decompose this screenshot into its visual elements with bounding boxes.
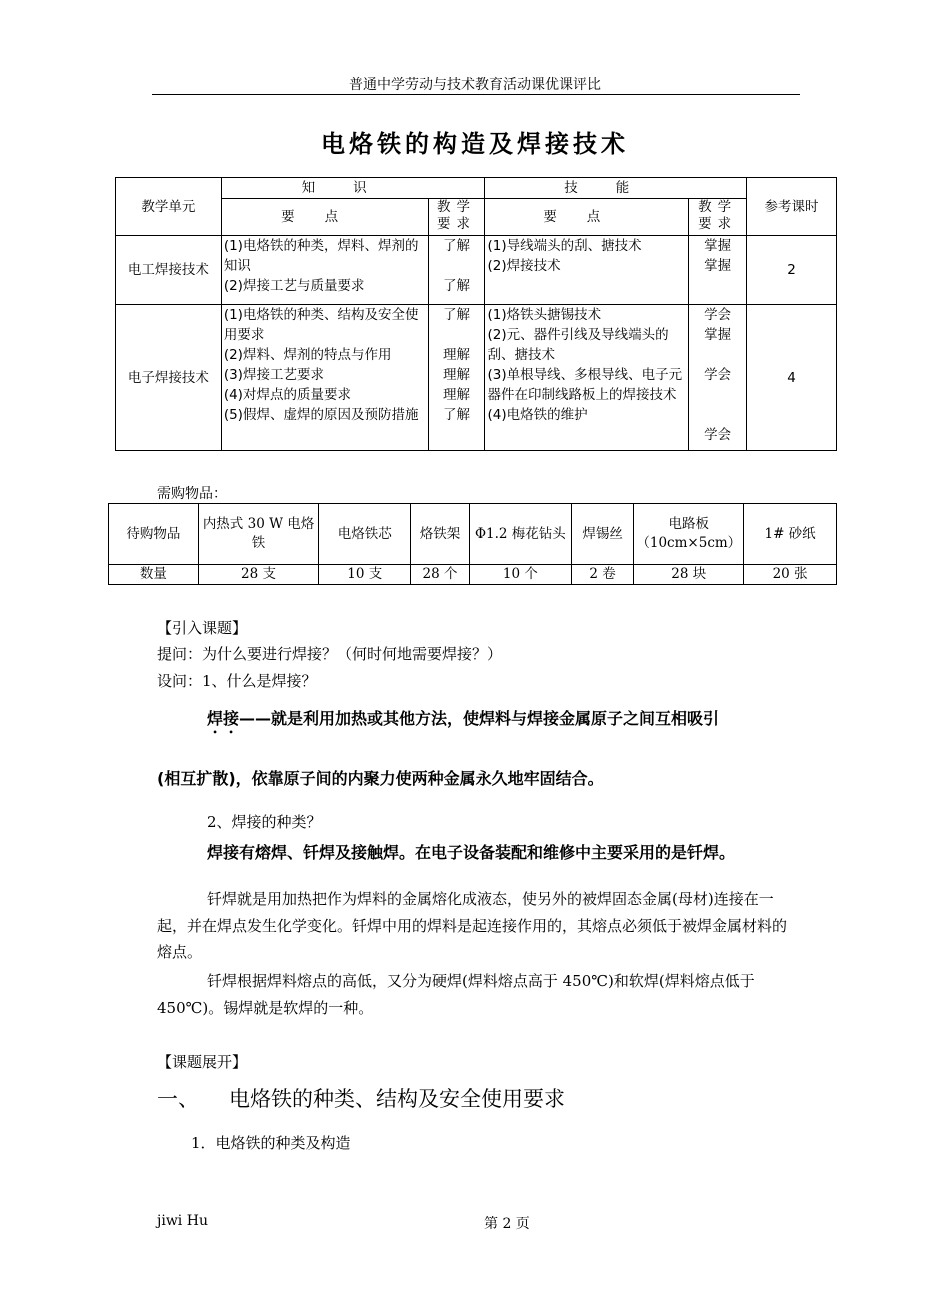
definition-line-1: 焊接——就是利用加热或其他方法，使焊料与焊接金属原子之间互相吸引 bbox=[207, 709, 720, 728]
qty-row bbox=[109, 565, 837, 585]
document-title: 电烙铁的构造及焊接技术 bbox=[321, 129, 629, 158]
soldering-paragraph: 钎焊根据焊料熔点的高低，又分为硬焊(焊料熔点高于 450℃)和软焊(焊料熔点低于 450℃)。锡焊就是软焊的一种。 bbox=[157, 972, 755, 1017]
curriculum-table bbox=[115, 177, 837, 451]
knowledge-req-header: 教学 要求 bbox=[428, 199, 485, 236]
unit-header: 教学单元 bbox=[116, 178, 222, 236]
item-qty: 28 块 bbox=[634, 565, 744, 585]
items-header: 待购物品 bbox=[109, 504, 199, 565]
hours-cell: 4 bbox=[747, 305, 837, 451]
table-row bbox=[116, 305, 837, 451]
table-row bbox=[116, 236, 837, 305]
item-name: 内热式 30 W 电烙铁 bbox=[198, 504, 319, 565]
subsection-title: 1．电烙铁的种类及构造 bbox=[191, 1134, 351, 1152]
purchase-label: 需购物品： bbox=[157, 486, 227, 502]
item-name: 电烙铁芯 bbox=[319, 504, 411, 565]
item-name: 1# 砂纸 bbox=[744, 504, 837, 565]
unit-cell: 电子焊接技术 bbox=[116, 305, 222, 451]
skill-points-header: 要点 bbox=[485, 199, 689, 236]
purchase-table bbox=[108, 503, 837, 585]
item-name: 烙铁架 bbox=[411, 504, 470, 565]
knowledge-req-cell: 了解 了解 bbox=[428, 236, 485, 305]
skill-req-header: 教学 要求 bbox=[689, 199, 747, 236]
item-qty: 2 卷 bbox=[571, 565, 634, 585]
intro-heading: 【引入课题】 bbox=[157, 619, 248, 637]
hours-header: 参考课时 bbox=[747, 178, 837, 236]
item-name: 电路板（10cm×5cm） bbox=[634, 504, 744, 565]
intro-q2: 2、焊接的种类？ bbox=[207, 813, 322, 831]
knowledge-points-header: 要点 bbox=[221, 199, 428, 236]
intro-q1: 设问：1、什么是焊接？ bbox=[157, 672, 317, 690]
develop-heading: 【课题展开】 bbox=[157, 1053, 248, 1071]
qty-header: 数量 bbox=[109, 565, 199, 585]
section-number: 一、 bbox=[157, 1087, 199, 1111]
skill-header: 技能 bbox=[485, 178, 747, 199]
item-qty: 10 个 bbox=[469, 565, 571, 585]
skill-cell: (1)导线端头的刮、搪技术 (2)焊接技术 bbox=[485, 236, 689, 305]
item-qty: 10 支 bbox=[319, 565, 411, 585]
item-name: Φ1.2 梅花钻头 bbox=[469, 504, 571, 565]
brazing-paragraph: 钎焊就是用加热把作为焊料的金属熔化成液态，使另外的被焊固态金属(母材)连接在一起，并在焊点发生化学变化。钎焊中用的焊料是起连接作用的，其熔点必须低于被焊金属材料的熔点。 bbox=[157, 890, 788, 961]
item-qty: 28 支 bbox=[198, 565, 319, 585]
knowledge-cell: (1)电烙铁的种类，焊料、焊剂的知识 (2)焊接工艺与质量要求 bbox=[221, 236, 428, 305]
intro-question: 提问：为什么要进行焊接？（何时何地需要焊接？） bbox=[157, 645, 503, 663]
knowledge-cell: (1)电烙铁的种类、结构及安全使用要求 (2)焊料、焊剂的特点与作用 (3)焊接工艺要求 (4)对焊点的质量要求 (5)假焊、虚焊的原因及预防措施 bbox=[221, 305, 428, 451]
skill-req-cell: 掌握 掌握 bbox=[689, 236, 747, 305]
welding-types: 焊接有熔焊、钎焊及接触焊。在电子设备装配和维修中主要采用的是钎焊。 bbox=[207, 843, 736, 862]
hours-cell: 2 bbox=[747, 236, 837, 305]
header-rule bbox=[152, 94, 800, 95]
section-title: 电烙铁的种类、结构及安全使用要求 bbox=[229, 1087, 565, 1111]
item-qty: 28 个 bbox=[411, 565, 470, 585]
footer-author: jiwi Hu bbox=[157, 1213, 208, 1229]
item-qty: 20 张 bbox=[744, 565, 837, 585]
knowledge-header: 知识 bbox=[221, 178, 485, 199]
skill-req-cell: 学会 掌握 学会 学会 bbox=[689, 305, 747, 451]
definition-term: 焊接 bbox=[207, 709, 240, 728]
page-header: 普通中学劳动与技术教育活动课优课评比 bbox=[349, 77, 601, 93]
items-row bbox=[109, 504, 837, 565]
unit-cell: 电工焊接技术 bbox=[116, 236, 222, 305]
knowledge-req-cell: 了解 理解 理解 理解 了解 bbox=[428, 305, 485, 451]
item-name: 焊锡丝 bbox=[571, 504, 634, 565]
page-number: 第 2 页 bbox=[484, 1216, 530, 1232]
definition-line-2: (相互扩散)，依靠原子间的内聚力使两种金属永久地牢固结合。 bbox=[157, 769, 604, 788]
skill-cell: (1)烙铁头搪锡技术 (2)元、器件引线及导线端头的刮、搪技术 (3)单根导线、多根导线、电子元器件在印制线路板上的焊接技术 (4)电烙铁的维护 bbox=[485, 305, 689, 451]
